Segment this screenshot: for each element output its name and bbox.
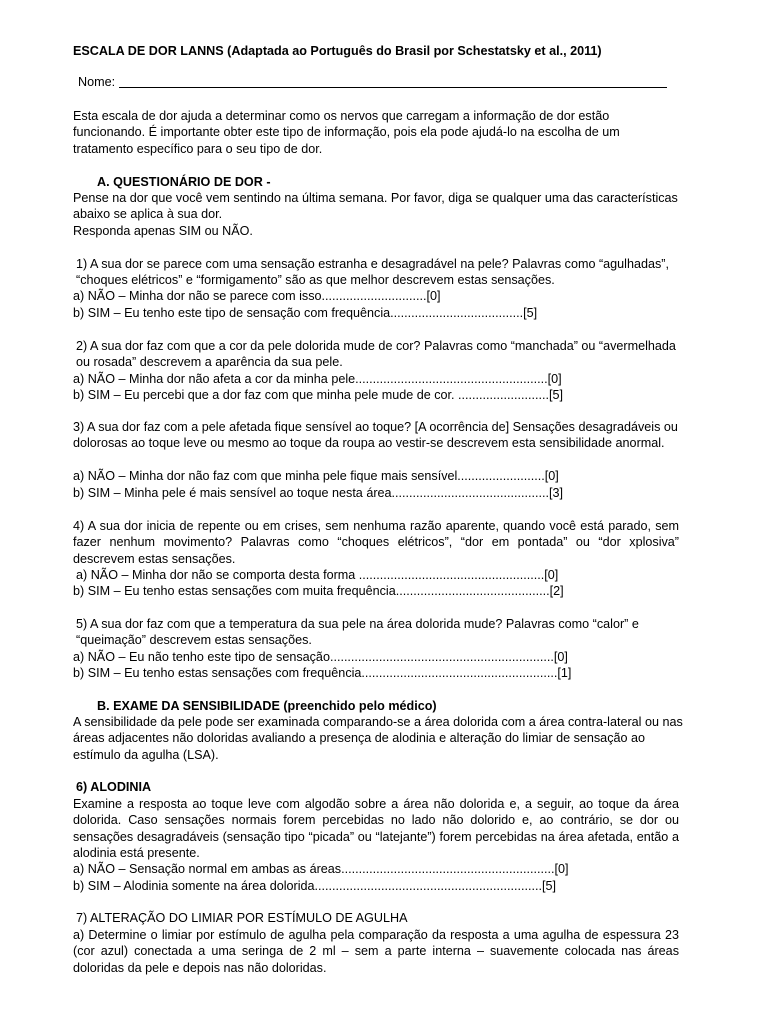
question-5-option-b: b) SIM – Eu tenho estas sensações com frequência........................................................[1] — [73, 666, 572, 680]
question-1-option-a: a) NÃO – Minha dor não se parece com isso..............................[0] — [73, 289, 441, 303]
question-2-option-a: a) NÃO – Minha dor não afeta a cor da minha pele.......................................................[0] — [73, 372, 562, 386]
question-3: 3) A sua dor faz com a pele afetada fique sensível ao toque? [A ocorrência de] Sensações desagradáveis ou dolorosas ao toque leve ou mesmo ao toque da roupa ao vestir-se descrevem esta sensibilidade anormal. — [73, 420, 678, 451]
section-a-instructions: Pense na dor que você vem sentindo na última semana. Por favor, diga se qualquer uma das características abaixo se aplica à sua dor. — [73, 191, 678, 222]
question-7-title: 7) ALTERAÇÃO DO LIMIAR POR ESTÍMULO DE AGULHA — [76, 911, 408, 925]
document-title: ESCALA DE DOR LANNS (Adaptada ao Português do Brasil por Schestatsky et al., 2011) — [73, 44, 602, 58]
name-label: Nome: — [78, 75, 116, 89]
question-2-option-b: b) SIM – Eu percebi que a dor faz com que minha pele mude de cor. ..........................[5] — [73, 388, 563, 402]
question-2: 2) A sua dor faz com que a cor da pele dolorida mude de cor? Palavras como “manchada” ou “avermelhada ou rosada” descrevem a aparência da sua pele. — [76, 339, 676, 370]
section-b-heading: B. EXAME DA SENSIBILIDADE (preenchido pelo médico) — [97, 699, 437, 713]
question-5: 5) A sua dor faz com que a temperatura da sua pele na área dolorida mude? Palavras como “calor” e “queimação” descrevem estas sensações. — [76, 617, 639, 648]
section-a-heading: A. QUESTIONÁRIO DE DOR - — [97, 175, 271, 189]
question-4-option-a: a) NÃO – Minha dor não se comporta desta forma .....................................................[0] — [76, 568, 559, 582]
question-6-option-a: a) NÃO – Sensação normal em ambas as áreas.............................................................[0] — [73, 862, 569, 876]
question-1: 1) A sua dor se parece com uma sensação estranha e desagradável na pele? Palavras como “agulhadas”, “choques elétricos” e “formigamento” são as que melhor descrevem estas sensações. — [76, 257, 669, 288]
question-6-option-b: b) SIM – Alodinia somente na área dolorida.................................................................[5] — [73, 879, 556, 893]
question-3-option-a: a) NÃO – Minha dor não faz com que minha pele fique mais sensível.........................[0] — [73, 469, 559, 483]
question-5-option-a: a) NÃO – Eu não tenho este tipo de sensação................................................................[0] — [73, 650, 568, 664]
question-6-title: 6) ALODINIA — [76, 780, 152, 794]
question-4: 4) A sua dor inicia de repente ou em crises, sem nenhuma razão aparente, quando você está parado, sem fazer nenhum movimento? Palavras como “choques elétricos”, “dor em pontada” ou “dor xplosiva” descrevem estas sensações. — [73, 519, 679, 566]
question-3-option-b: b) SIM – Minha pele é mais sensível ao toque nesta área.............................................[3] — [73, 486, 563, 500]
name-line[interactable] — [119, 87, 667, 88]
section-a-answer-note: Responda apenas SIM ou NÃO. — [73, 224, 253, 238]
question-4-option-b: b) SIM – Eu tenho estas sensações com muita frequência............................................[2] — [73, 584, 564, 598]
question-7-text: a) Determine o limiar por estímulo de agulha pela comparação da resposta a uma agulha de espessura 23 (cor azul) conectada a uma seringa de 2 ml – sem a parte interna – suavemente colocada nas áreas doloridas da pele e depois nas não doloridas. — [73, 928, 679, 975]
section-b-text: A sensibilidade da pele pode ser examinada comparando-se a área dolorida com a área contra-lateral ou nas áreas adjacentes não doloridas avaliando a presença de alodinia e alteração do limiar de sensação ao estímulo da agulha (LSA). — [73, 715, 683, 762]
question-1-option-b: b) SIM – Eu tenho este tipo de sensação com frequência......................................[5] — [73, 306, 538, 320]
name-field[interactable] — [78, 74, 667, 90]
question-6-text: Examine a resposta ao toque leve com algodão sobre a área não dolorida e, a seguir, ao toque da área dolorida. Caso sensações normais forem percebidas no lado não dolorido e, ao contrário, se dor ou sensações desagradáveis (sensação tipo “picada” ou “latejante”) forem percebidas na área afetada, então a alodinia está presente. — [73, 797, 679, 860]
intro-paragraph: Esta escala de dor ajuda a determinar como os nervos que carregam a informação de dor estão funcionando. É importante obter este tipo de informação, pois ela pode ajudá-lo na escolha de um tratamento específico para o seu tipo de dor. — [73, 109, 620, 156]
